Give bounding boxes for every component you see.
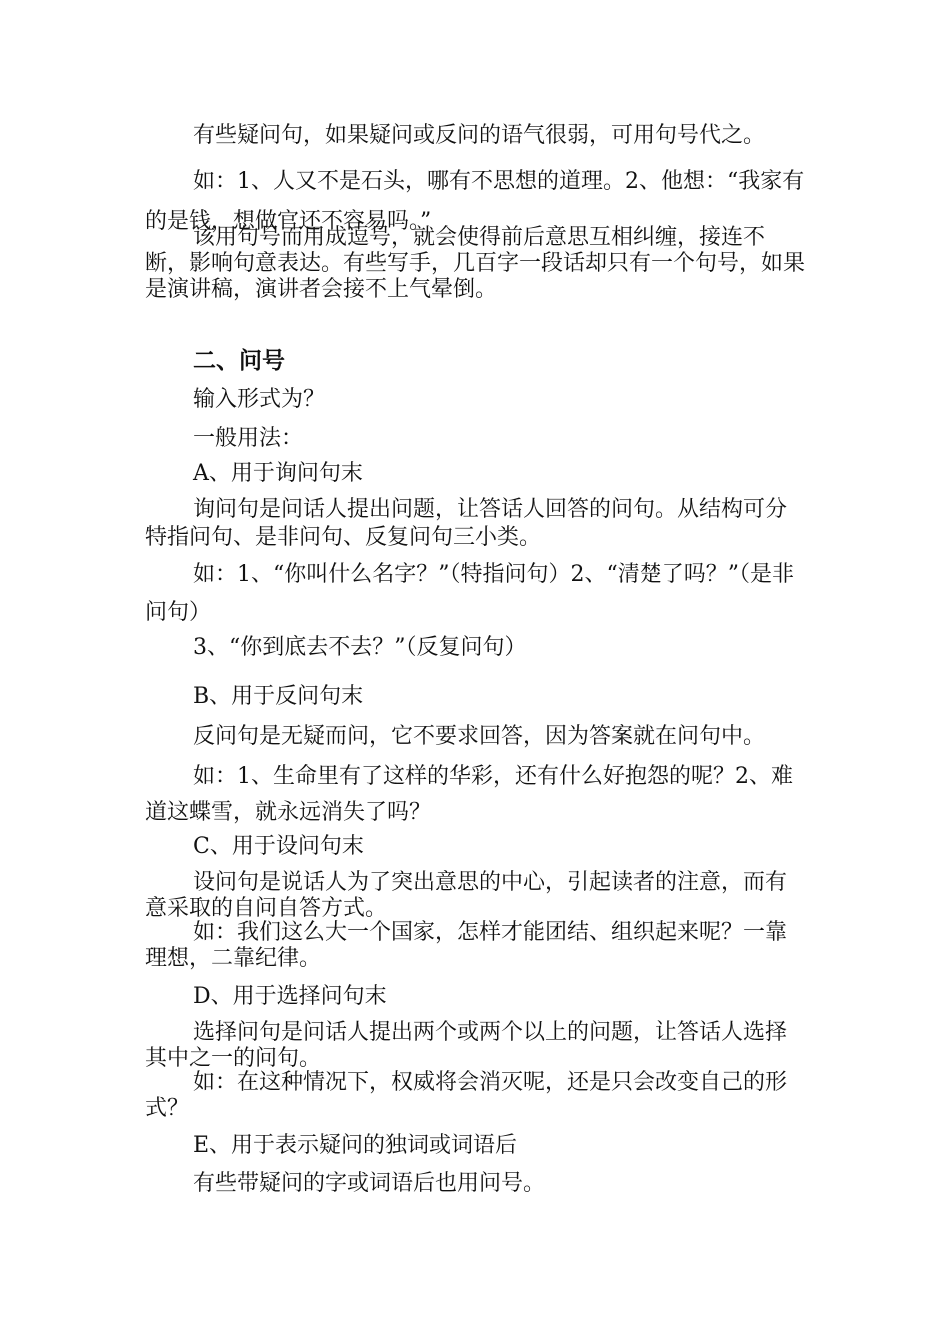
- paragraph: 设问句是说话人为了突出意思的中心，引起读者的注意，而有意采取的自问自答方式。: [145, 870, 788, 921]
- subheading: A、用于询问句末: [193, 461, 363, 486]
- subheading: E、用于表示疑问的独词或词语后: [193, 1133, 518, 1158]
- paragraph: 有些疑问句，如果疑问或反问的语气很弱，可用句号代之。: [193, 123, 766, 148]
- subheading: C、用于设问句末: [193, 834, 364, 859]
- paragraph: 输入形式为？: [193, 387, 326, 412]
- subheading: B、用于反问句末: [193, 684, 364, 709]
- paragraph: 3、“你到底去不去？”（反复问句）: [193, 635, 527, 660]
- paragraph: 如：1、生命里有了这样的华彩，还有什么好抱怨的呢？2、难道这蝶雪，就永远消失了吗？: [145, 764, 793, 825]
- paragraph: 询问句是问话人提出问题，让答话人回答的问句。从结构可分特指问句、是非问句、反复问句三小类。: [145, 497, 788, 550]
- paragraph: 如：1、人又不是石头，哪有不思想的道理。2、他想：“我家有的是钱，想做官还不容易吗。”: [145, 169, 805, 234]
- subheading: D、用于选择问句末: [193, 984, 387, 1009]
- paragraph: 该用句号而用成逗号，就会使得前后意思互相纠缠，接连不断，影响句意表达。有些写手，几百字一段话却只有一个句号，如果是演讲稿，演讲者会接不上气晕倒。: [145, 225, 806, 302]
- paragraph: 一般用法：: [193, 426, 304, 451]
- paragraph: 有些带疑问的字或词语后也用问号。: [193, 1171, 546, 1196]
- paragraph: 反问句是无疑而问，它不要求回答，因为答案就在问句中。: [193, 724, 766, 749]
- paragraph: 如：在这种情况下，权威将会消灭呢，还是只会改变自己的形式？: [145, 1070, 788, 1121]
- section-heading: 二、问号: [193, 348, 285, 374]
- paragraph: 如：我们这么大一个国家，怎样才能团结、组织起来呢？一靠理想，二靠纪律。: [145, 920, 788, 971]
- paragraph: 如：1、“你叫什么名字？”（特指问句）2、“清楚了吗？”（是非问句）: [145, 562, 794, 625]
- paragraph: 选择问句是问话人提出两个或两个以上的问题，让答话人选择其中之一的问句。: [145, 1020, 788, 1071]
